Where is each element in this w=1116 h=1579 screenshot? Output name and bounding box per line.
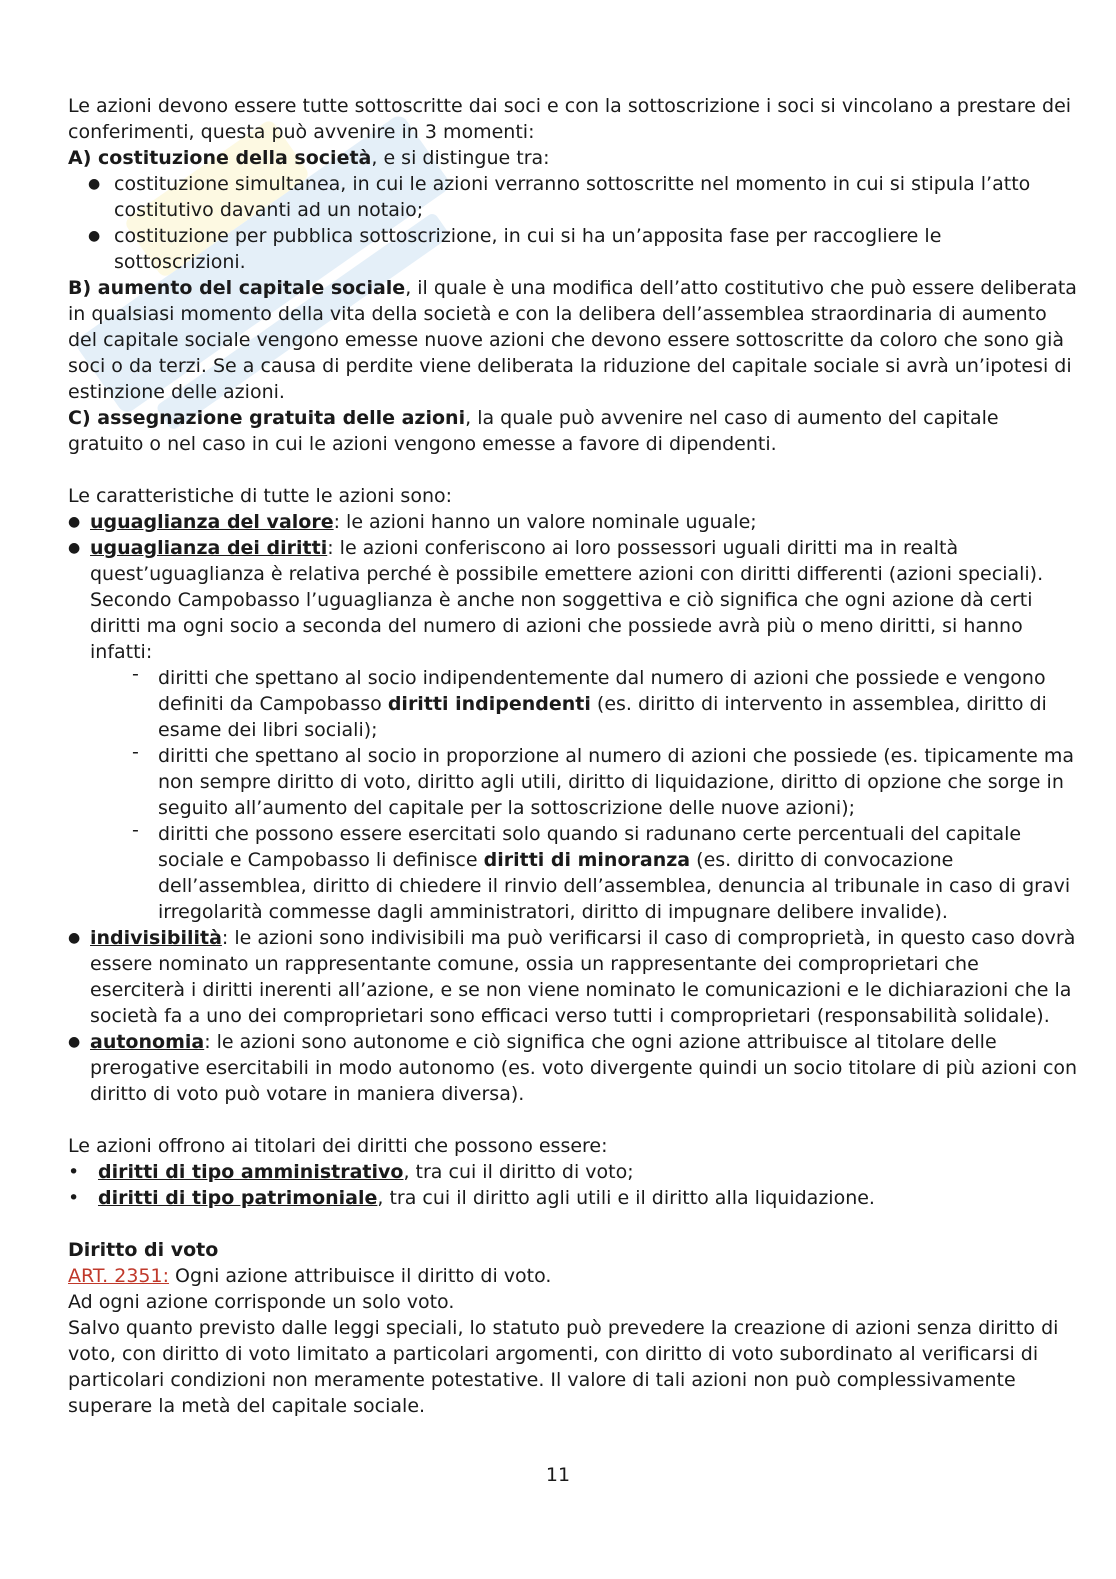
- list-item: ● indivisibilità: le azioni sono indivisibili ma può verificarsi il caso di comproprietà, in questo caso dovrà essere nominato un rappresentante comune, ossia un rappresentante dei comproprietari che eserciterà i diritti inerenti all’azione, e se non viene nominato le comunicazioni e le dichiarazioni che la società fa a uno dei comproprietari sono efficaci verso tutti i comproprietari (responsabilità solidale).: [68, 925, 1078, 1029]
- characteristics-list: [68, 509, 1078, 1107]
- list-item: ● costituzione per pubblica sottoscrizione, in cui si ha un’apposita fase per raccogliere le sottoscrizioni.: [68, 223, 1078, 275]
- moment-b-title: B) aumento del capitale sociale: [68, 277, 406, 299]
- term-uguaglianza-diritti: uguaglianza dei diritti: [90, 537, 328, 559]
- list-item: ● costituzione simultanea, in cui le azioni verranno sottoscritte nel momento in cui si stipula l’atto costitutivo davanti ad un notaio;: [68, 171, 1078, 223]
- document-page: [68, 93, 1078, 1419]
- term-uguaglianza-valore: uguaglianza del valore: [90, 511, 334, 533]
- moment-b: B) aumento del capitale sociale, il quale è una modifica dell’atto costitutivo che può essere deliberata in qualsiasi momento della vita della società e con la delibera dell’assemblea straordinaria di aumento del capitale sociale vengono emesse nuove azioni che devono essere sottoscritte da coloro che sono già soci o da terzi. Se a causa di perdite viene deliberata la riduzione del capitale sociale si avrà un’ipotesi di estinzione delle azioni.: [68, 277, 1077, 403]
- moment-a-list: [68, 171, 1078, 275]
- rights-intro: Le azioni offrono ai titolari dei diritti che possono essere:: [68, 1135, 608, 1157]
- list-item: - diritti che spettano al socio in proporzione al numero di azioni che possiede (es. tipicamente ma non sempre diritto di voto, diritto agli utili, diritto di liquidazione, diritto di opzione che sorge in seguito all’aumento del capitale per la sottoscrizione delle nuove azioni);: [90, 743, 1078, 821]
- term-autonomia: autonomia: [90, 1031, 205, 1053]
- list-item: - diritti che possono essere esercitati solo quando si radunano certe percentuali del capitale sociale e Campobasso li definisce diritti di minoranza (es. diritto di convocazione dell’assemblea, diritto di chiedere il rinvio dell’assemblea, denuncia al tribunale in caso di gravi irregolarità commesse dagli amministratori, diritto di impugnare delibere invalide).: [90, 821, 1078, 925]
- moment-c-title: C) assegnazione gratuita delle azioni: [68, 407, 466, 429]
- moment-a: A) costituzione della società, e si distingue tra:: [68, 147, 550, 169]
- article-paragraph: Salvo quanto previsto dalle leggi speciali, lo statuto può prevedere la creazione di azioni senza diritto di voto, con diritto di voto limitato a particolari argomenti, con diritto di voto subordinato al verificarsi di particolari condizioni non meramente potestative. Il valore di tali azioni non può complessivamente superare la metà del capitale sociale.: [68, 1317, 1059, 1417]
- rights-sublist: [90, 665, 1078, 925]
- term-patrimoniale: diritti di tipo patrimoniale: [98, 1187, 378, 1209]
- moment-c: C) assegnazione gratuita delle azioni, la quale può avvenire nel caso di aumento del capitale gratuito o nel caso in cui le azioni vengono emesse a favore di dipendenti.: [68, 407, 999, 455]
- rights-list: [68, 1159, 1078, 1211]
- intro-paragraph: Le azioni devono essere tutte sottoscritte dai soci e con la sottoscrizione i soci si vincolano a prestare dei conferimenti, questa può avvenire in 3 momenti:: [68, 95, 1072, 143]
- article-link[interactable]: ART. 2351:: [68, 1265, 170, 1287]
- characteristics-intro: Le caratteristiche di tutte le azioni sono:: [68, 485, 453, 507]
- term-amministrativo: diritti di tipo amministrativo: [98, 1161, 404, 1183]
- list-item: ● autonomia: le azioni sono autonome e ciò significa che ogni azione attribuisce al titolare delle prerogative esercitabili in modo autonomo (es. voto divergente quindi un socio titolare di più azioni con diritto di voto può votare in maniera diversa).: [68, 1029, 1078, 1107]
- list-item: • diritti di tipo amministrativo, tra cui il diritto di voto;: [68, 1159, 1078, 1185]
- list-item: ● uguaglianza del valore: le azioni hanno un valore nominale uguale;: [68, 509, 1078, 535]
- list-item: ● uguaglianza dei diritti: le azioni conferiscono ai loro possessori uguali diritti ma in realtà quest’uguaglianza è relativa perché è possibile emettere azioni con diritti differenti (azioni speciali). Secondo Campobasso l’uguaglianza è anche non soggettiva e ciò significa che ogni azione dà certi diritti ma ogni socio a seconda del numero di azioni che possiede avrà più o meno diritti, si hanno infatti: - diritti che spettano al socio indipendentemente dal numero di azioni che possiede e vengono definiti da Campobasso diritti indipendenti (es. diritto di intervento in assemblea, diritto di esame dei libri sociali); - diritti che spettano al socio in proporzione al numero di azioni che possiede (es. tipicamente ma non sempre diritto di voto, diritto agli utili, diritto di liquidazione, diritto di opzione che sorge in seguito all’aumento del capitale per la sottoscrizione delle nuove azioni); - diritti che possono essere esercitati solo quando si radunano certe percentuali del capitale sociale e Campobasso li definisce diritti di minoranza (es. diritto di convocazione dell’assemblea, diritto di chiedere il rinvio dell’assemblea, denuncia al tribunale in caso di gravi irregolarità commesse dagli amministratori, diritto di impugnare delibere invalide).: [68, 535, 1078, 925]
- page-number: 11: [545, 1464, 571, 1486]
- term-indivisibilita: indivisibilità: [90, 927, 222, 949]
- moment-a-title: A) costituzione della società: [68, 147, 372, 169]
- list-item: - diritti che spettano al socio indipendentemente dal numero di azioni che possiede e vengono definiti da Campobasso diritti indipendenti (es. diritto di intervento in assemblea, diritto di esame dei libri sociali);: [90, 665, 1078, 743]
- article-line: ART. 2351: Ogni azione attribuisce il diritto di voto.: [68, 1265, 552, 1287]
- list-item: • diritti di tipo patrimoniale, tra cui il diritto agli utili e il diritto alla liquidazione.: [68, 1185, 1078, 1211]
- article-line-2: Ad ogni azione corrisponde un solo voto.: [68, 1291, 455, 1313]
- section-heading: Diritto di voto: [68, 1239, 219, 1261]
